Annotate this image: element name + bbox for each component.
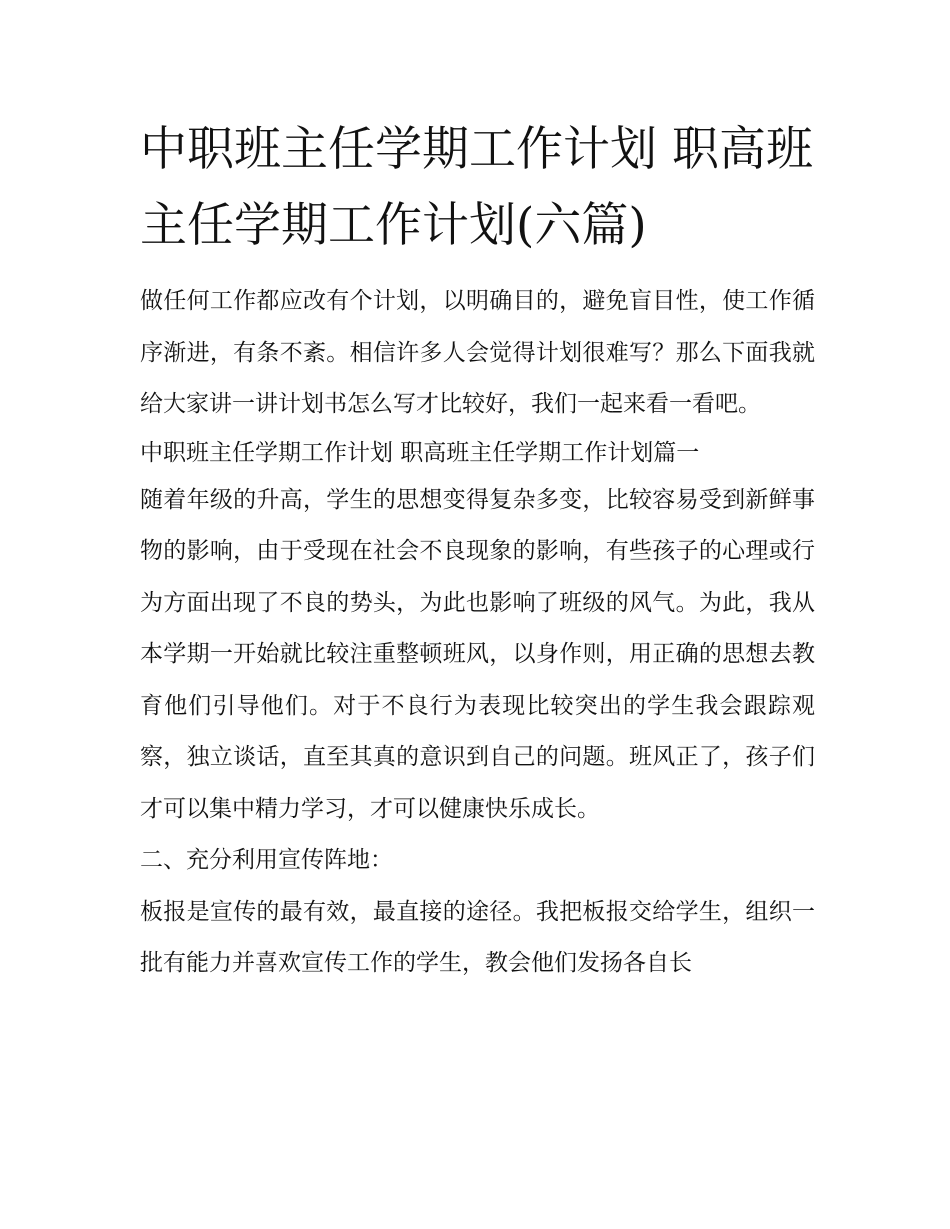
subheading: 二、充分利用宣传阵地： <box>140 847 393 873</box>
intro-paragraph: 做任何工作都应改有个计划，以明确目的，避免盲目性，使工作循序渐进，有条不紊。相信许多人会觉得计划很难写？那么下面我就给大家讲一讲计划书怎么写才比较好，我们一起来看一看吧。 <box>140 288 815 417</box>
document-title: 中职班主任学期工作计划 职高班主任学期工作计划(六篇) <box>140 122 813 253</box>
body-paragraph-1: 随着年级的升高，学生的思想变得复杂多变，比较容易受到新鲜事物的影响，由于受现在社会不良现象的影响，有些孩子的心理或行为方面出现了不良的势头，为此也影响了班级的风气。为此，我从本学期一开始就比较注重整顿班风，以身作则，用正确的思想去教育他们引导他们。对于不良行为表现比较突出的学生我会跟踪观察，独立谈话，直至其真的意识到自己的问题。班风正了，孩子们才可以集中精力学习，才可以健康快乐成长。 <box>140 486 815 822</box>
document-body <box>140 276 815 990</box>
section-heading: 中职班主任学期工作计划 职高班主任学期工作计划篇一 <box>140 439 700 466</box>
body-paragraph-2: 板报是宣传的最有效，最直接的途径。我把板报交给学生，组织一批有能力并喜欢宣传工作的学生，教会他们发扬各自长 <box>140 898 815 976</box>
